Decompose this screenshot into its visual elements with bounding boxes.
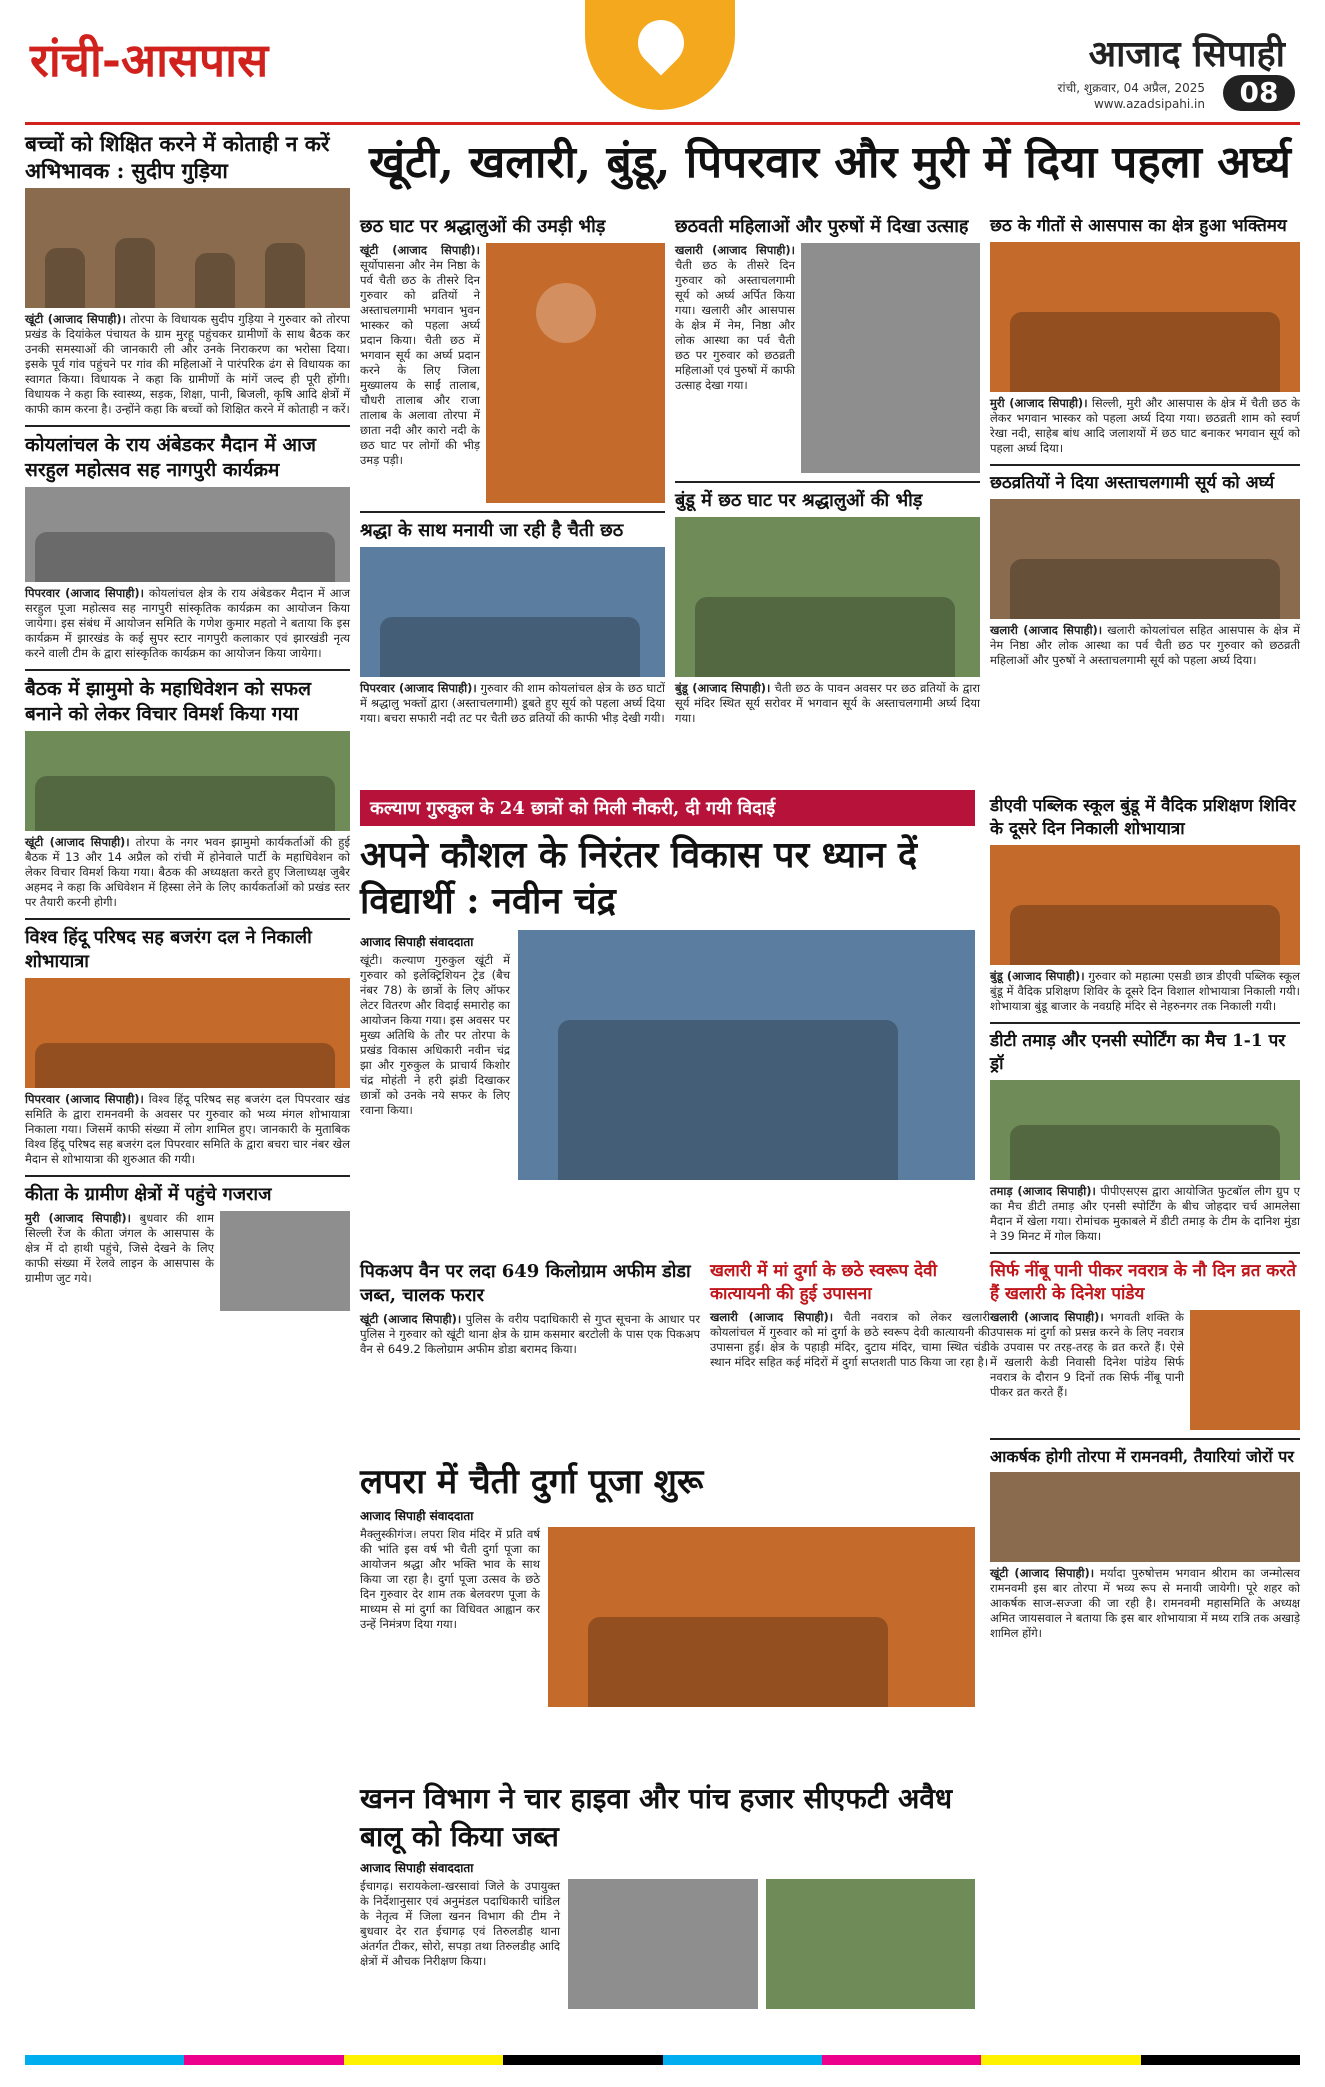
article-body: खूंटी (आजाद सिपाही)। सूर्योपासना और नेम निष्ठा के पर्व चैती छठ के तीसरे दिन गुरुवार को व्रतियों ने अस्ताचलगामी भगवान भुवन भास्कर को पहला अर्घ्य प्रदान किया। चैती छठ में भगवान सूर्य का अर्घ्य प्रदान करने के लिए जिला मुख्यालय के साईं तालाब, चौधरी तालाब और राजा तालाब के अलावा तोरपा में छाता नदी और कारो नदी के छठ घाट पर लोगों की भीड़ उमड़ पड़ी। — [360, 243, 480, 467]
article-lapra — [360, 1460, 975, 1707]
article-chhath-bundu — [675, 489, 980, 726]
left-column — [25, 130, 350, 1319]
article-body: ईचागढ़। सरायकेला-खरसावां जिले के उपायुक्त के निर्देशानुसार एवं अनुमंडल पदाधिकारी चांडिल के नेतृत्व में जिला खनन विभाग की टीम ने बुधवार देर रात ईचागढ़ एवं तिरुलडीह थाना अंतर्गत टीकर, सोरो, सपड़ा तथा तिरुलडीह आदि क्षेत्रों में औचक निरीक्षण किया। — [360, 1879, 560, 1968]
photo-group — [25, 487, 350, 582]
photo-chhath — [801, 243, 980, 473]
article-khanan — [360, 1780, 975, 2009]
article-body: तमाड़ (आजाद सिपाही)। पीपीएसएस द्वारा आयोजित फुटबॉल लीग ग्रुप ए का मैच डीटी तमाड़ और एनसी स्पोर्टिंग के बीच जोहदार चर्च आमलेसा मैदान में खेला गया। रोमांचक मुकाबले में डीटी तमाड़ के टीम के दानिश मुंडा ने 39 मिनट में गोल किया। — [990, 1184, 1300, 1243]
center-col-2 — [675, 215, 980, 734]
story-banner: कल्याण गुरुकुल के 24 छात्रों को मिली नौकरी, दी गयी विदाई — [360, 790, 975, 826]
article-body: खलारी (आजाद सिपाही)। भगवती शक्ति के उपासक मां दुर्गा को प्रसन्न करने के लिए नवरात्र के उपवास पर तरह-तरह के व्रत करते हैं। ऐसे में खलारी केडी निवासी दिनेश पांडेय सिर्फ नवरात्र के दौरान 9 दिनों तक सिर्फ नींबू पानी पीकर व्रत करते हैं। — [990, 1310, 1184, 1399]
photo-sand-site — [766, 1879, 975, 2009]
date: रांची, शुक्रवार, 04 अप्रैल, 2025 — [1057, 81, 1205, 95]
headline: पिकअप वैन पर लदा 649 किलोग्राम अफीम डोडा जब्त, चालक फरार — [360, 1261, 691, 1306]
headline: कीता के ग्रामीण क्षेत्रों में पहुंचे गजराज — [25, 1184, 272, 1205]
article-chhath-muri — [990, 215, 1300, 456]
byline: आजाद सिपाही संवाददाता — [360, 935, 474, 949]
photo-football-teams — [990, 1080, 1300, 1180]
article-sarhul — [25, 433, 350, 661]
article-body: खूंटी (आजाद सिपाही)। तोरपा के नगर भवन झामुमो कार्यकर्ताओं की हुई बैठक में 13 और 14 अप्रैल को रांची में होनेवाले पार्टी के महाधिवेशन को लेकर विचार विमर्श किया गया। बैठक की अध्यक्षता करते हुए जिलाध्यक्ष जुबैर अहमद ने कहा कि अधिवेशन में हिस्सा लेने के लिए कार्यकर्ताओं को प्रखंड स्तर पर तैयारी करनी होगी। — [25, 835, 351, 909]
article-kalyan-gurukul — [360, 790, 975, 1180]
headline: बच्चों को शिक्षित करने में कोताही न करें अभिभावक : सुदीप गुड़िया — [25, 131, 330, 183]
article-chhath-khalari — [675, 215, 980, 473]
article-ramnavami — [990, 1446, 1300, 1641]
photo-hywa-truck — [568, 1879, 758, 2009]
headline: डीएवी पब्लिक स्कूल बुंडू में वैदिक प्रशिक्षण शिविर के दूसरे दिन निकाली शोभायात्रा — [990, 796, 1296, 839]
center-col-1 — [360, 215, 665, 734]
photo-dinesh-pandey — [1190, 1310, 1300, 1430]
article-body: खूंटी। कल्याण गुरुकुल खूंटी में गुरुवार को इलेक्ट्रिशियन ट्रेड (बैच नंबर 78) के छात्रों के लिए ऑफर लेटर वितरण और विदाई समारोह का आयोजन किया गया। इस अवसर पर मुख्य अतिथि के तौर पर तोरपा के प्रखंड विकास अधिकारी नवीन चंद्र झा और गुरुकुल के प्राचार्य किशोर चंद्र मोहंती ने हरी झंडी दिखाकर छात्रों को उनके नये सफर के लिए रवाना किया। — [360, 953, 510, 1117]
article-body: पिपरवार (आजाद सिपाही)। गुरुवार की शाम कोयलांचल क्षेत्र के छठ घाटों में श्रद्धालु भक्तों द्वारा (अस्ताचलगामी) डूबते हुए सूर्य को पहला अर्घ्य दिया गया। बचरा सफारी नदी तट पर चैती छठ व्रतियों की काफी भीड़ देखी गयी। — [360, 681, 665, 725]
photo-elephants — [220, 1211, 350, 1311]
article-football — [990, 1030, 1300, 1244]
headline: श्रद्धा के साथ मनायी जा रही है चैती छठ — [360, 520, 624, 541]
photo-chhath — [486, 243, 665, 503]
article-chhath-khunti — [360, 215, 665, 503]
article-body: खलारी (आजाद सिपाही)। चैती नवरात्र को लेकर खलारी कोयलांचल में गुरुवार को मां दुर्गा के छठे स्वरूप देवी कात्यायनी की उपासना हुई। क्षेत्र के पहाड़ी मंदिर, दुटाय मंदिर, चामा स्थित चंडी स्थान मंदिर सहित कई मंदिरों में दुर्गा सप्तशती पाठ किया जा रहा है। — [710, 1310, 990, 1369]
photo-chhath-women — [990, 499, 1300, 619]
article-jmm — [25, 677, 350, 910]
headline: लपरा में चैती दुर्गा पूजा शुरू — [360, 1462, 704, 1502]
article-chhath-piparwar — [360, 519, 665, 726]
headline: छठ घाट पर श्रद्धालुओं की उमड़ी भीड़ — [360, 216, 606, 237]
photo-offer-letters — [518, 930, 975, 1180]
center-col-3 — [990, 215, 1300, 676]
headline: बुंडू में छठ घाट पर श्रद्धालुओं की भीड़ — [675, 490, 923, 511]
byline: आजाद सिपाही संवाददाता — [360, 1861, 474, 1875]
headline: छठवती महिलाओं और पुरुषों में दिखा उत्साह — [675, 216, 969, 237]
photo-ramnavami-preparation — [990, 1472, 1300, 1562]
website: www.azadsipahi.in — [1093, 97, 1205, 111]
section-name: रांची-आसपास — [30, 33, 269, 87]
main-headline: खूंटी, खलारी, बुंडू, पिपरवार और मुरी में दिया पहला अर्घ्य — [369, 137, 1291, 188]
headline: डीटी तमाड़ और एनसी स्पोर्टिंग का मैच 1-1 पर ड्रॉ — [990, 1031, 1286, 1074]
article-body: खूंटी (आजाद सिपाही)। पुलिस के वरीय पदाधिकारी से गुप्त सूचना के आधार पर पुलिस ने गुरुवार को खूंटी थाना क्षेत्र के ग्राम कसमार बरटोली के पास एक पिकअप वैन से 649.2 किलोग्राम अफीम डोडा बरामद किया। — [360, 1312, 701, 1356]
headline: विश्व हिंदू परिषद सह बजरंग दल ने निकाली शोभायात्रा — [25, 927, 312, 972]
article-dav-bundu — [990, 795, 1300, 1014]
article-body: बुंडू (आजाद सिपाही)। चैती छठ के पावन अवसर पर छठ व्रतियों के द्वारा सूर्य मंदिर स्थित सूर्य सरोवर में भगवान सूर्य के अस्ताचलगामी अर्घ्य दिया गया। — [675, 681, 980, 725]
article-body: मैक्लुस्कीगंज। लपरा शिव मंदिर में प्रति वर्ष की भांति इस वर्ष भी चैती दुर्गा पूजा का आयोजन श्रद्धा और भक्ति भाव के साथ किया जा रहा है। दुर्गा पूजा उत्सव के छठे दिन गुरुवार देर शाम तक बेलवरण पूजा के माध्यम से मां दुर्गा का विधिवत आह्वान कर उन्हें निमंत्रण दिया गया। — [360, 1527, 540, 1631]
article-vhp — [25, 926, 350, 1167]
header-rule — [25, 122, 1300, 125]
photo-procession — [25, 978, 350, 1088]
newspaper-name: आजाद सिपाही — [1088, 33, 1285, 75]
headline: कोयलांचल के राय अंबेडकर मैदान में आज सरहुल महोत्सव सह नागपुरी कार्यक्रम — [25, 434, 316, 481]
article-body: पिपरवार (आजाद सिपाही)। कोयलांचल क्षेत्र के राय अंबेडकर मैदान में आज सरहुल पूजा महोत्सव सह नागपुरी सांस्कृतिक कार्यक्रम का आयोजन किया जायेगा। इस संबंध में आयोजन समिति के गणेश कुमार महतो ने बताया कि इस कार्यक्रम में झारखंड के कई सुपर स्टार नागपुरी कलाकार एवं झारखंडी नृत्य करने वाली टीम के द्वारा सांस्कृतिक कार्यक्रम का आयोजन किया जायेगा। — [25, 586, 350, 660]
article-afeem — [360, 1260, 700, 1357]
article-body: पिपरवार (आजाद सिपाही)। विश्व हिंदू परिषद सह बजरंग दल पिपरवार खंड समिति के द्वारा रामनवमी के अवसर पर गुरुवार को भव्य मंगल शोभायात्रा निकाला गया। जिसमें काफी संख्या में लोग शामिल हुए। जानकारी के मुताबिक विश्व हिंदू परिषद सह बजरंग दल पिपरवार समिति के द्वारा बचरा चार नंबर खेल मैदान से शोभायात्रा की शुरुआत की गयी। — [25, 1092, 351, 1166]
headline: छठव्रतियों ने दिया अस्ताचलगामी सूर्य को अर्घ्य — [990, 473, 1275, 493]
headline: बैठक में झामुमो के महाधिवेशन को सफल बनाने को लेकर विचार विमर्श किया गया — [25, 678, 311, 725]
article-body: मुरी (आजाद सिपाही)। बुधवार की शाम सिल्ली रेंज के कीता जंगल के आसपास के क्षेत्र में दो हाथी पहुंचे, जिसे देखने के लिए काफी संख्या में रेलवे लाइन के आसपास के ग्रामीण जुट गये। — [25, 1211, 215, 1285]
page-number: 08 — [1223, 75, 1295, 111]
dateline — [1058, 80, 1205, 112]
photo-chhath-group — [675, 517, 980, 677]
photo-shobhayatra — [990, 845, 1300, 965]
article-body: खूंटी (आजाद सिपाही)। मर्यादा पुरुषोत्तम भगवान श्रीराम का जन्मोत्सव रामनवमी इस बार तोरपा में भव्य रूप से मनायी जायेगी। पूरे शहर को आकर्षक साज-सज्जा की जा रही है। रामनवमी महासमिति के अध्यक्ष अमित जायसवाल ने बताया कि इस बार शोभायात्रा में मध्य रात्रि तक अखाड़े शामिल होंगे। — [990, 1566, 1300, 1640]
main-headline-block — [360, 135, 1300, 191]
right-column — [990, 795, 1300, 1649]
article-khalari-durga — [710, 1260, 990, 1370]
photo-meeting — [25, 731, 350, 831]
byline: आजाद सिपाही संवाददाता — [360, 1509, 474, 1523]
photo-chhath-ghat — [360, 547, 665, 677]
article-sudeep — [25, 130, 350, 417]
headline: खनन विभाग ने चार हाइवा और पांच हजार सीएफटी अवैध बालू को किया जब्त — [360, 1782, 953, 1853]
photo-meeting — [25, 188, 350, 308]
article-elephants — [25, 1183, 350, 1311]
article-body: खलारी (आजाद सिपाही)। चैती छठ के तीसरे दिन गुरुवार को अस्ताचलगामी सूर्य को अर्घ्य अर्पित किया गया। खलारी और आसपास के क्षेत्र में नेम, निष्ठा और लोक आस्था का पर्व चैती छठ पर गुरुवार को छठव्रती महिलाओं एवं पुरुषों में काफी उत्साह देखा गया। — [675, 243, 795, 392]
article-body: बुंडू (आजाद सिपाही)। गुरुवार को महात्मा एसडी छात्र डीएवी पब्लिक स्कूल बुंडू में वैदिक प्रशिक्षण शिविर के दूसरे दिन विशाल शोभायात्रा निकाली गयी। शोभायात्रा बुंडू बाजार के नवग्रहि मंदिर से नेहरुनगर तक निकाली गयी। — [990, 969, 1300, 1013]
article-body: खलारी (आजाद सिपाही)। खलारी कोयलांचल सहित आसपास के क्षेत्र में नेम निष्ठा और लोक आस्था का पर्व चैती छठ पर गुरुवार को छठव्रती महिलाओं और पुरुषों ने अस्ताचलगामी सूर्य को पहला अर्घ्य दिया। — [990, 623, 1300, 667]
masthead — [0, 0, 1325, 120]
article-body: खूंटी (आजाद सिपाही)। तोरपा के विधायक सुदीप गुड़िया ने गुरुवार को तोरपा प्रखंड के दियांकेल पंचायत के ग्राम मुरहू पहुंचकर ग्रामीणों के साथ बैठक कर उनकी समस्याओं की जानकारी ली और उनके निराकरण का भरोसा दिया। इसके पूर्व गांव पहुंचने पर गांव की महिलाओं ने पारंपरिक ढंग से विधायक का स्वागत किया। विधायक ने कहा कि ग्रामीणों के मांगें जल्द ही पूरी होंगी। विधायक ने कहा कि स्वास्थ्य, सड़क, शिक्षा, पानी, बिजली, कृषि आदि क्षेत्रों में काफी काम करना है। उन्होंने कहा कि बच्चों को शिक्षित करने में कोताही न करें। — [25, 312, 351, 416]
photo-durga-puja — [548, 1527, 975, 1707]
article-chhath-arghya — [990, 472, 1300, 668]
article-dinesh-pandey — [990, 1260, 1300, 1430]
headline: छठ के गीतों से आसपास का क्षेत्र हुआ भक्तिमय — [990, 216, 1287, 236]
article-body: मुरी (आजाद सिपाही)। सिल्ली, मुरी और आसपास के क्षेत्र में चैती छठ के लेकर भगवान भास्कर को पहला अर्घ्य दिया गया। छठव्रती शाम को स्वर्ण रेखा नदी, साहेब बांध आदि जलाशयों में छठ घाट बनाकर भगवान सूर्य को पहला अर्घ्य दिया। — [990, 396, 1301, 455]
headline: अपने कौशल के निरंतर विकास पर ध्यान दें विद्यार्थी : नवीन चंद्र — [360, 834, 918, 922]
headline: खलारी में मां दुर्गा के छठे स्वरूप देवी कात्यायनी की हुई उपासना — [710, 1261, 938, 1304]
headline: आकर्षक होगी तोरपा में रामनवमी, तैयारियां जोरों पर — [990, 1447, 1294, 1466]
print-color-bar — [25, 2055, 1300, 2065]
headline: सिर्फ नींबू पानी पीकर नवरात्र के नौ दिन व्रत करते हैं खलारी के दिनेश पांडेय — [990, 1261, 1297, 1304]
photo-chhath-devotees — [990, 242, 1300, 392]
